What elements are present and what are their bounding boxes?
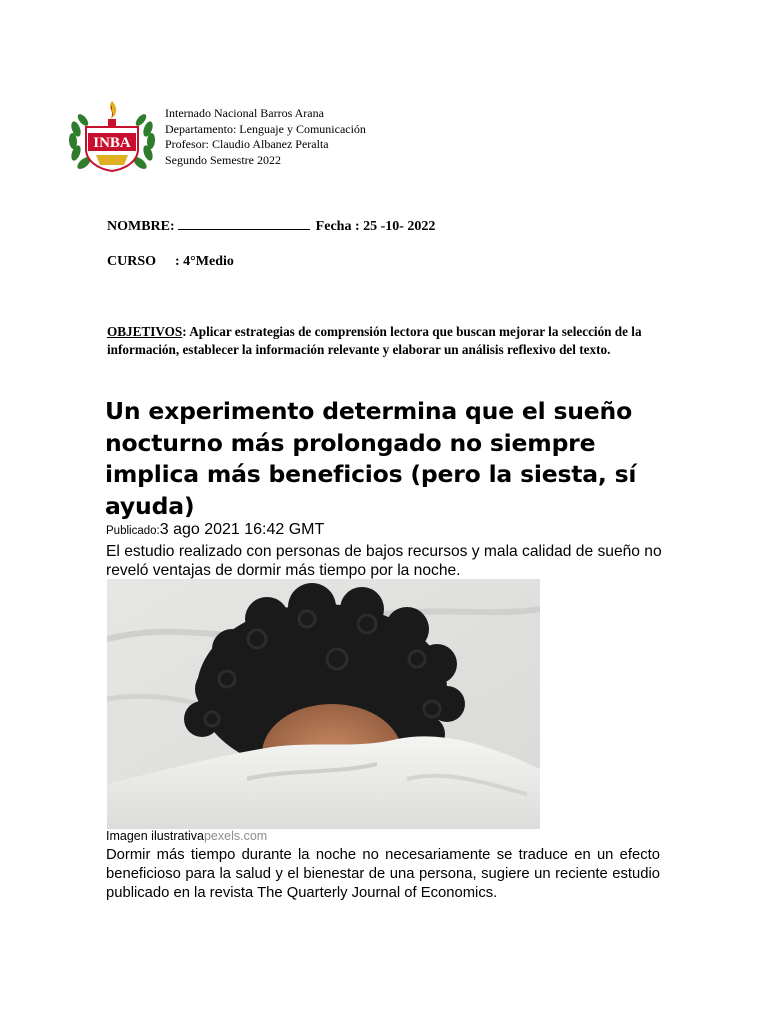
photo-caption: [106, 829, 267, 843]
course-value: : 4°Medio: [175, 254, 234, 269]
name-date-row: [107, 217, 435, 235]
article-photo: [107, 579, 540, 829]
article-lead: El estudio realizado con personas de bajos recursos y mala calidad de sueño no reveló ventajas de dormir más tiempo por la noche.: [106, 543, 662, 579]
course-row: [107, 254, 234, 270]
semester: Segundo Semestre 2022: [165, 152, 281, 167]
article-body: Dormir más tiempo durante la noche no necesariamente se traduce en un efecto beneficioso para la salud y el bienestar de una persona, sugiere un reciente estudio publicado en la revista The Quarterly Journal of Economics.: [106, 847, 660, 901]
caption-label: Imagen ilustrativa: [106, 829, 204, 843]
objectives-colon: :: [182, 324, 187, 339]
caption-source-link[interactable]: pexels.com: [203, 829, 268, 843]
name-label: NOMBRE:: [107, 219, 175, 234]
published-date: 3 ago 2021 16:42 GMT: [159, 521, 325, 538]
school-logo: [66, 99, 158, 173]
name-blank[interactable]: [178, 217, 310, 230]
objectives-label: OBJETIVOS: [107, 324, 183, 339]
institution-name: Internado Nacional Barros Arana: [165, 106, 324, 120]
published-label: Publicado:: [106, 525, 160, 537]
publication-info: [106, 521, 324, 539]
course-label: CURSO: [107, 254, 157, 269]
article-headline: Un experimento determina que el sueño nocturno más prolongado no siempre implica más beneficios (pero la siesta, sí ayuda): [105, 397, 637, 520]
department: Departamento: Lenguaje y Comunicación: [165, 121, 366, 136]
logo-text: INBA: [93, 135, 131, 151]
institution-info: [165, 106, 366, 168]
date-label: Fecha : 25 -10- 2022: [315, 219, 436, 234]
objectives: [107, 323, 667, 358]
teacher: Profesor: Claudio Albanez Peralta: [165, 137, 329, 151]
objectives-text: Aplicar estrategias de comprensión lectora que buscan mejorar la selección de la información, establecer la información relevante y elaborar un análisis reflexivo del texto.: [107, 324, 642, 357]
